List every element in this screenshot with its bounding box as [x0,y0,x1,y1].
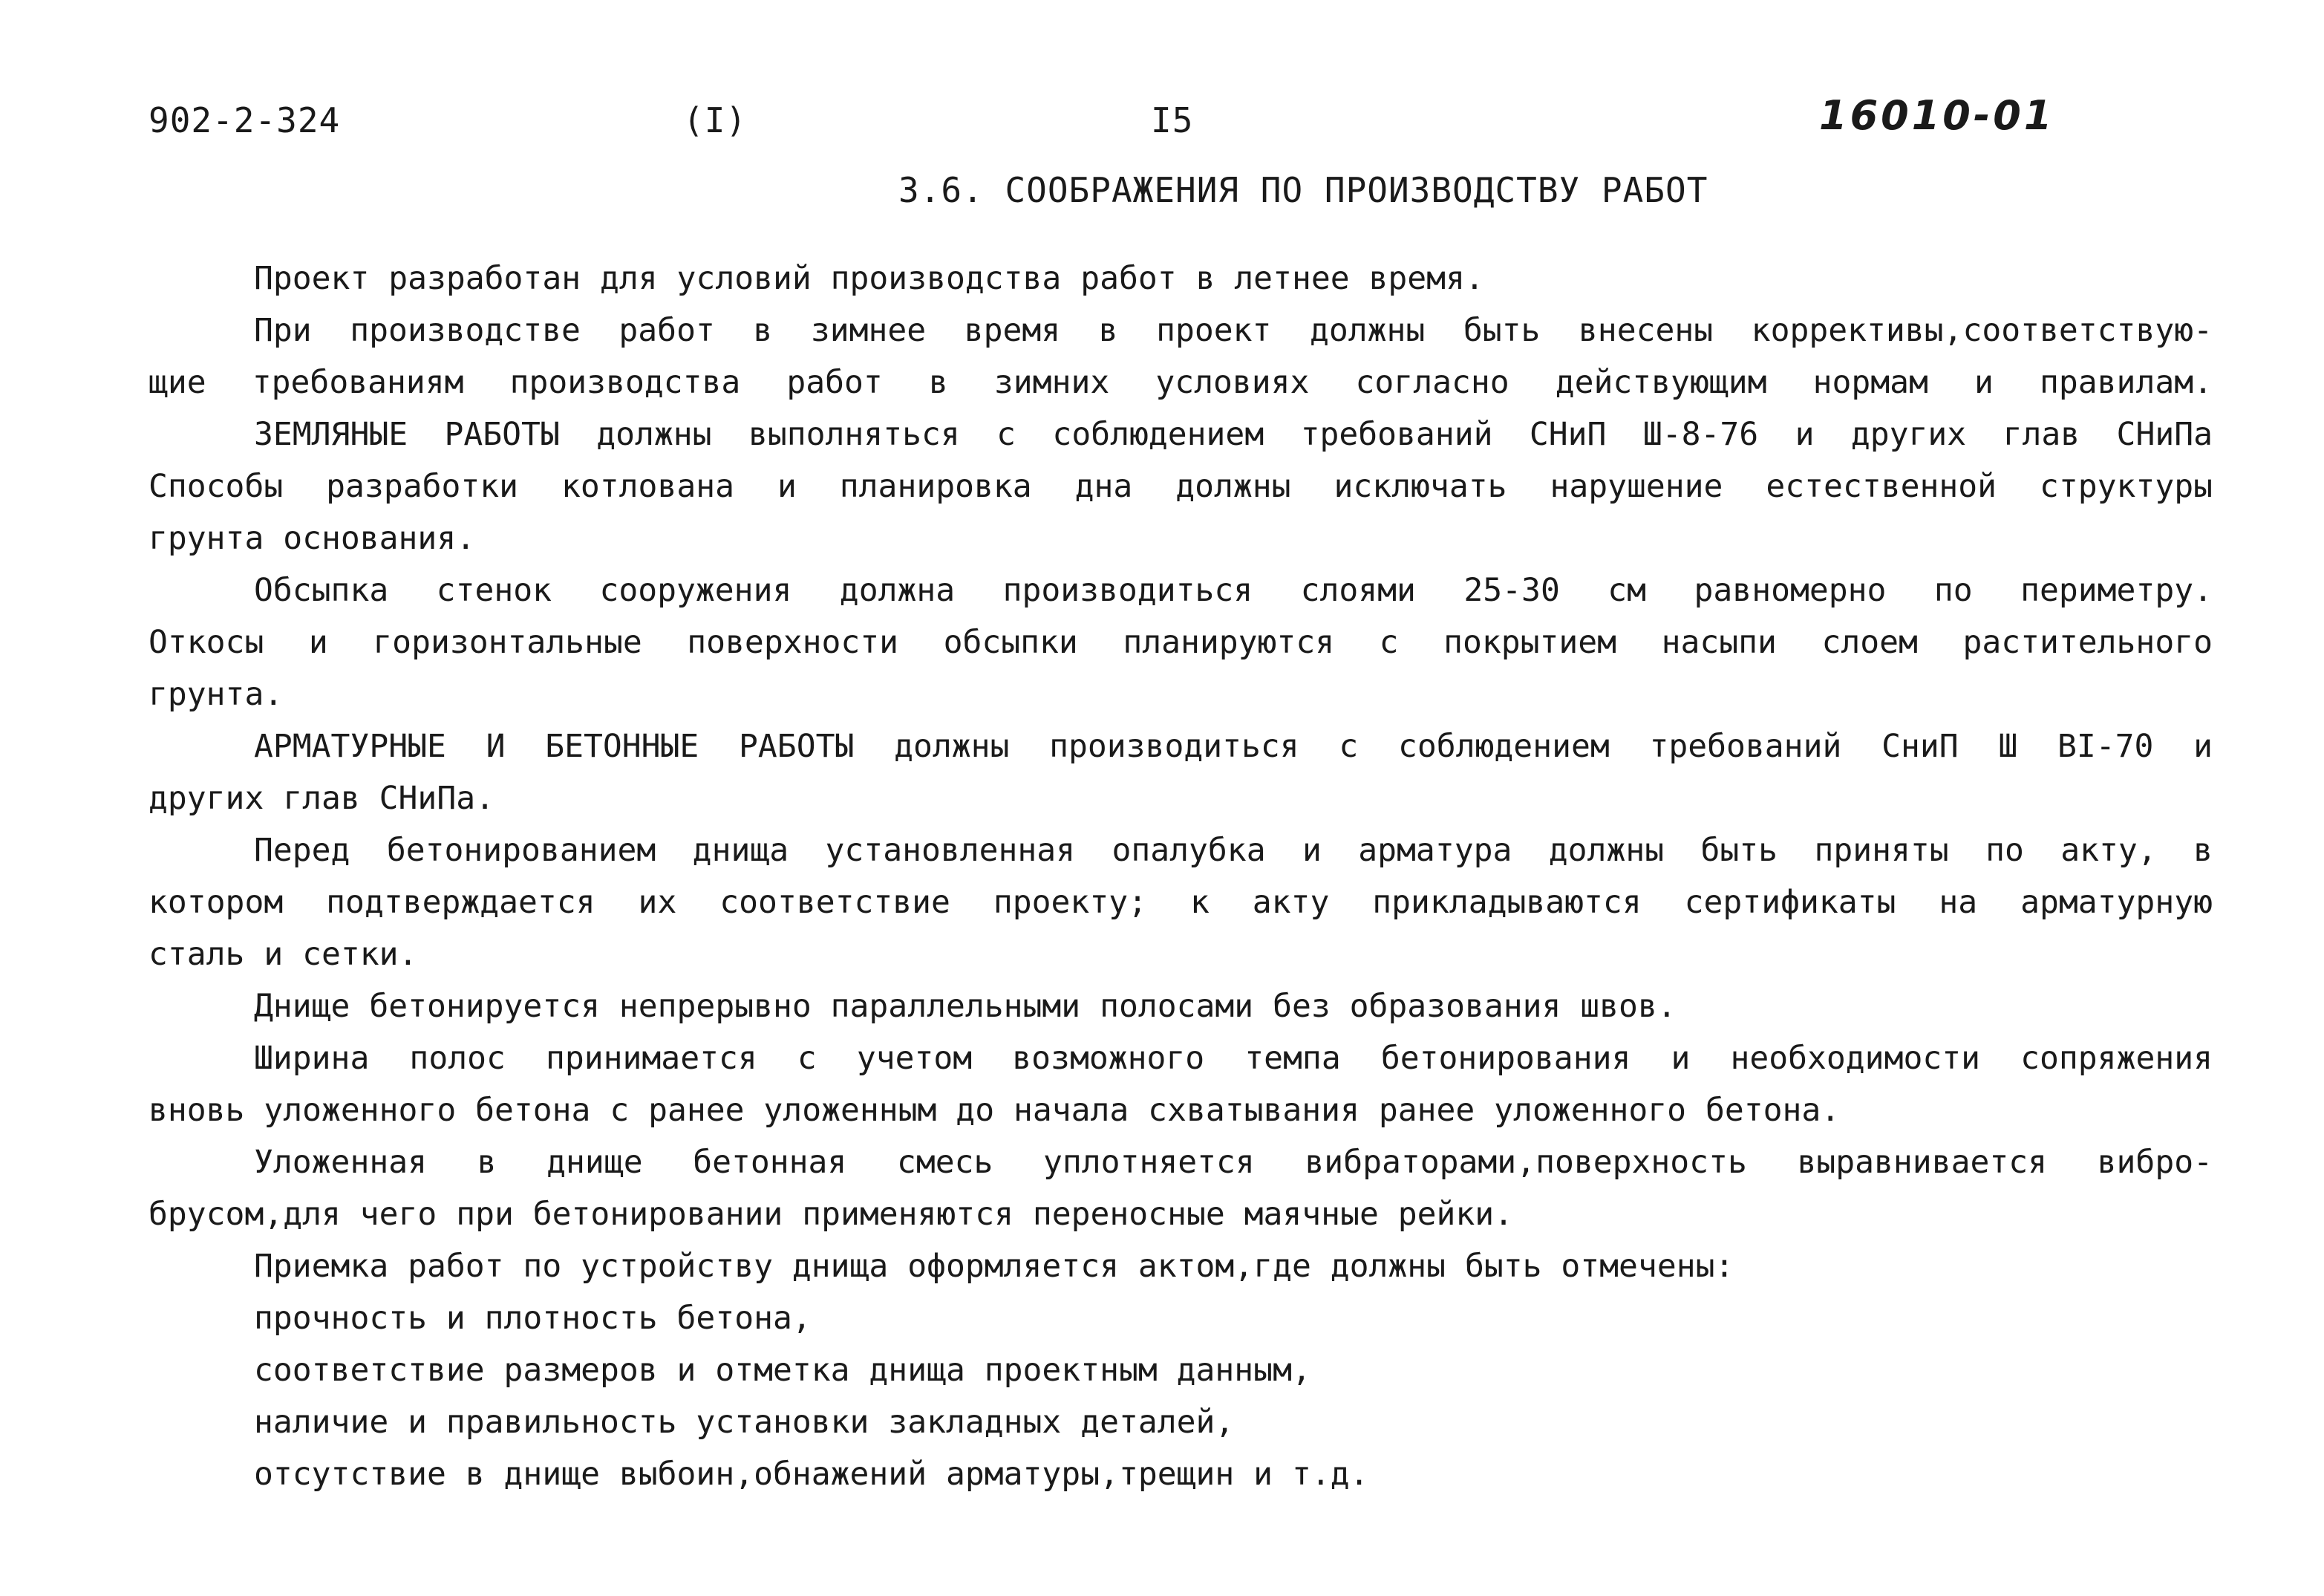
section-title: 3.6. СООБРАЖЕНИЯ ПО ПРОИЗВОДСТВУ РАБОТ [898,170,1708,210]
text-line: ЗЕМЛЯНЫЕ РАБОТЫ должны выполняться с соблюдением требований СНиП Ш-8-76 и других глав СНиПа [254,416,2213,453]
text-line: брусом,для чего при бетонировании применяются переносные маячные рейки. [148,1196,1514,1233]
list-item: прочность и плотность бетона, [254,1300,812,1337]
text-line: Ширина полос принимается с учетом возможного темпа бетонирования и необходимости сопряжения [254,1040,2213,1077]
text-line: грунта. [148,676,284,713]
text-line: Уложенная в днище бетонная смесь уплотняется вибраторами,поверхность выравнивается вибро- [254,1144,2213,1181]
text-line: АРМАТУРНЫЕ И БЕТОННЫЕ РАБОТЫ должны производиться с соблюдением требований СниП Ш BI-70 и [254,728,2213,765]
text-line: Перед бетонированием днища установленная опалубка и арматура должны быть приняты по акту, в [254,832,2213,869]
text-line: щие требованиям производства работ в зимних условиях согласно действующим нормам и правилам. [148,364,2213,401]
volume-number: (I) [683,100,748,140]
text-line: Откосы и горизонтальные поверхности обсыпки планируются с покрытием насыпи слоем растительного [148,624,2213,661]
text-line: грунта основания. [148,520,476,557]
document-code: 902-2-324 [148,100,341,140]
text-line: Приемка работ по устройству днища оформляется актом,где должны быть отмечены: [254,1248,1734,1285]
text-line: котором подтверждается их соответствие проекту; к акту прикладываются сертификаты на арматурную [148,884,2213,921]
list-item: отсутствие в днище выбоин,обнажений арматуры,трещин и т.д. [254,1456,1369,1493]
text-line: сталь и сетки. [148,936,418,973]
text-line: других глав СНиПа. [148,780,494,817]
text-line: Проект разработан для условий производства работ в летнее время. [254,260,1484,297]
list-item: наличие и правильность установки закладных деталей, [254,1404,1235,1441]
text-line: Днище бетонируется непрерывно параллельными полосами без образования швов. [254,988,1677,1025]
text-line: При производстве работ в зимнее время в проект должны быть внесены коррективы,соответствую- [254,312,2213,349]
text-line: Обсыпка стенок сооружения должна производиться слоями 25-30 см равномерно по периметру. [254,572,2213,609]
text-line: вновь уложенного бетона с ранее уложенным до начала схватывания ранее уложенного бетона. [148,1092,1841,1129]
list-item: соответствие размеров и отметка днища проектным данным, [254,1352,1311,1389]
text-line: Способы разработки котлована и планировка дна должны исключать нарушение естественной структуры [148,468,2213,505]
section-body [148,253,2213,1500]
page-number: I5 [1151,100,1194,140]
handwritten-inventory-number: 16010-01 [1819,92,2055,139]
